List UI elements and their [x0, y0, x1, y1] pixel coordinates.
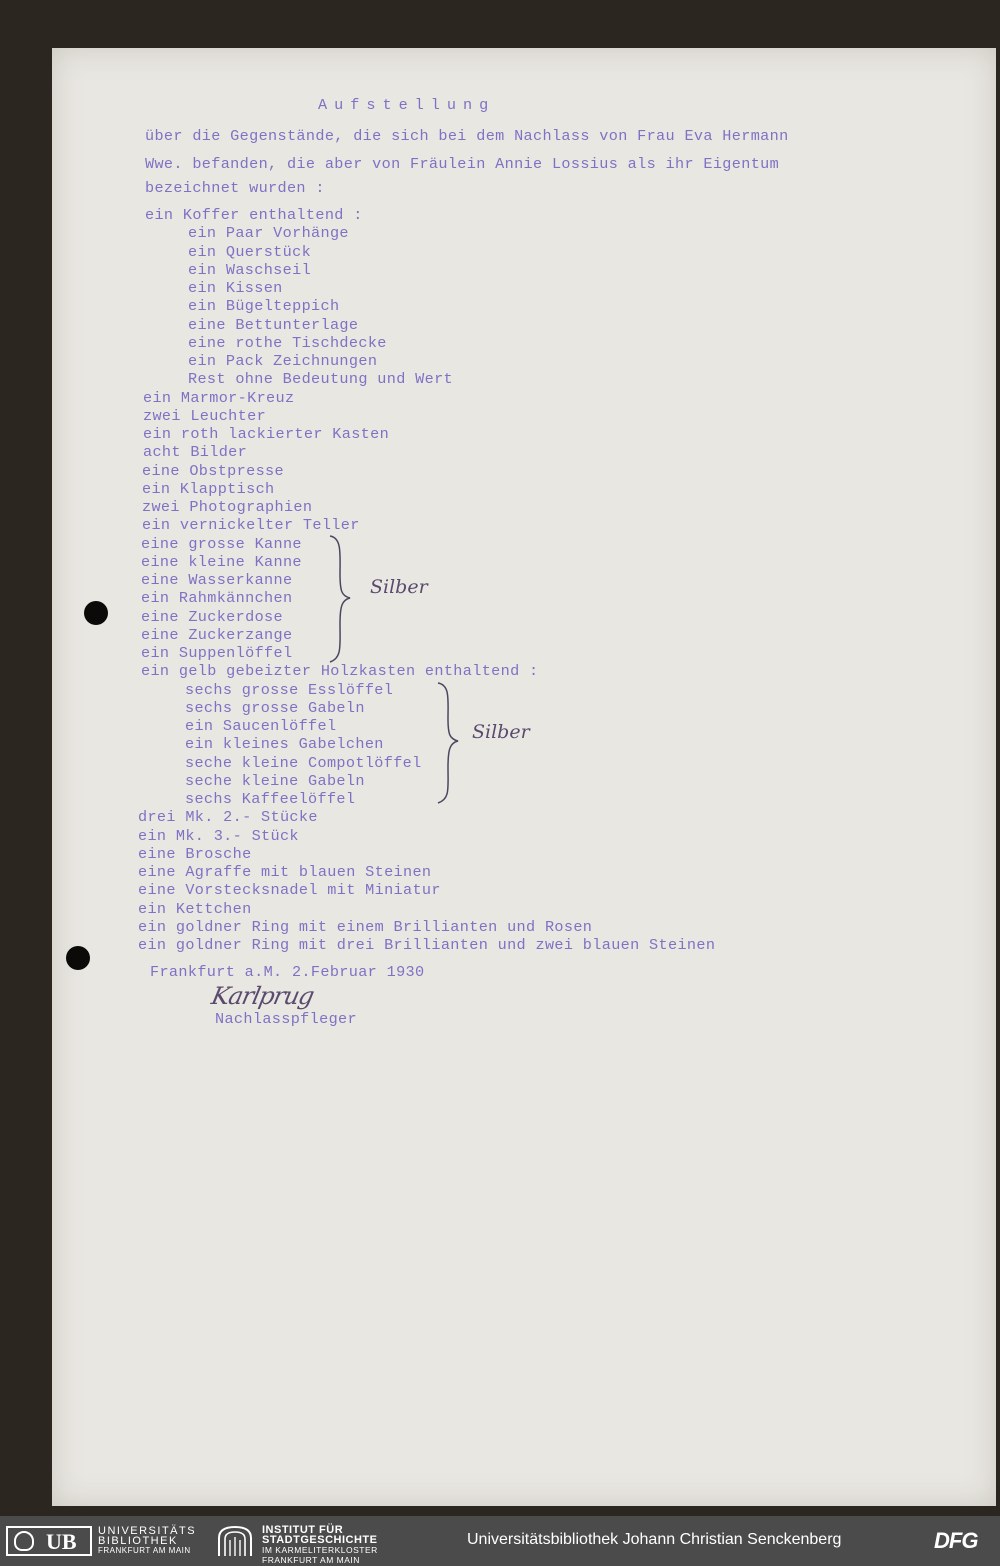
list-item: ein roth lackierter Kasten	[143, 425, 390, 443]
header-line: über die Gegenstände, die sich bei dem Nachlass von Frau Eva Hermann	[145, 127, 789, 145]
list-item: ein Pack Zeichnungen	[188, 352, 378, 370]
list-item: eine Zuckerzange	[141, 625, 293, 644]
portrait-icon	[14, 1531, 34, 1551]
isg-line: IM KARMELITERKLOSTER	[262, 1545, 378, 1555]
footer-bar	[0, 1516, 1000, 1566]
brace-silver-2	[436, 681, 466, 805]
ub-name[interactable]	[98, 1526, 196, 1556]
list-item: seche kleine Gabeln	[185, 771, 365, 790]
list-item: ein vernickelter Teller	[142, 516, 360, 535]
list-item: ein Marmor-Kreuz	[143, 388, 295, 407]
list-item: ein Klapptisch	[142, 479, 275, 498]
dfg-logo[interactable]: DFG	[934, 1528, 978, 1553]
ub-line: BIBLIOTHEK	[98, 1535, 178, 1547]
list-item: drei Mk. 2.- Stücke	[138, 808, 318, 827]
list-item: eine rothe Tischdecke	[188, 333, 387, 352]
list-item: eine grosse Kanne	[141, 534, 302, 553]
list-item: Rest ohne Bedeutung und Wert	[188, 370, 453, 389]
list-item: acht Bilder	[143, 443, 248, 462]
list-item: ein goldner Ring mit drei Brillianten und zwei blauen Steinen	[138, 936, 716, 954]
ub-logo-text: UB	[46, 1529, 77, 1554]
signature: Karlprug	[209, 982, 317, 1010]
list-item: ein Rahmkännchen	[141, 589, 293, 608]
list-item: ein Mk. 3.- Stück	[138, 826, 299, 845]
list-item: eine Agraffe mit blauen Steinen	[138, 863, 432, 881]
header-line: Wwe. befanden, die aber von Fräulein Annie Lossius als ihr Eigentum	[145, 155, 780, 173]
isg-line: FRANKFURT AM MAIN	[262, 1555, 360, 1565]
document-title: Aufstellung	[318, 96, 496, 114]
annotation-silber: Silber	[370, 576, 428, 598]
list-item: ein Querstück	[188, 242, 312, 261]
list-item: sechs Kaffeelöffel	[185, 790, 356, 808]
isg-line: STADTGESCHICHTE	[262, 1534, 378, 1546]
list-item: ein kleines Gabelchen	[185, 735, 384, 754]
list-item: ein Koffer enthaltend :	[145, 206, 363, 224]
list-item: eine Bettunterlage	[188, 315, 359, 334]
library-name-link[interactable]: Universitätsbibliothek Johann Christian Senckenberg	[467, 1531, 842, 1548]
isg-name[interactable]	[262, 1525, 378, 1565]
ub-line: UNIVERSITÄTS	[98, 1525, 197, 1537]
list-item: ein Bügelteppich	[188, 297, 340, 316]
list-item: eine Wasserkanne	[141, 571, 293, 589]
list-item: eine Zuckerdose	[141, 607, 283, 626]
list-item: ein gelb gebeizter Holzkasten enthaltend :	[141, 662, 539, 681]
list-item: sechs grosse Gabeln	[185, 698, 365, 717]
list-item: ein Saucenlöffel	[185, 717, 337, 735]
ub-line: FRANKFURT AM MAIN	[98, 1546, 191, 1555]
list-item: ein Kettchen	[138, 899, 252, 918]
list-item: ein goldner Ring mit einem Brillianten und Rosen	[138, 917, 593, 936]
isg-line: INSTITUT FÜR	[262, 1524, 344, 1536]
annotation-silber: Silber	[472, 721, 530, 743]
ub-logo[interactable]	[6, 1526, 92, 1556]
list-item: ein Paar Vorhänge	[188, 224, 349, 243]
list-item: ein Waschseil	[188, 260, 312, 279]
brace-silver-1	[328, 534, 358, 664]
list-item: sechs grosse Esslöffel	[185, 680, 394, 699]
list-item: ein Kissen	[188, 279, 283, 297]
list-item: ein Suppenlöffel	[141, 644, 293, 662]
isg-arch-icon[interactable]	[216, 1524, 254, 1558]
list-item: seche kleine Compotlöffel	[185, 753, 422, 772]
list-item: eine Vorstecksnadel mit Miniatur	[138, 881, 441, 900]
list-item: eine kleine Kanne	[141, 552, 302, 571]
list-item: zwei Photographien	[142, 498, 313, 516]
list-item: eine Obstpresse	[142, 461, 284, 480]
header-line: bezeichnet wurden :	[145, 179, 325, 197]
place-date: Frankfurt a.M. 2.Februar 1930	[150, 963, 425, 981]
signer-role: Nachlasspfleger	[215, 1010, 357, 1028]
list-item: zwei Leuchter	[143, 406, 267, 425]
list-item: eine Brosche	[138, 844, 252, 863]
